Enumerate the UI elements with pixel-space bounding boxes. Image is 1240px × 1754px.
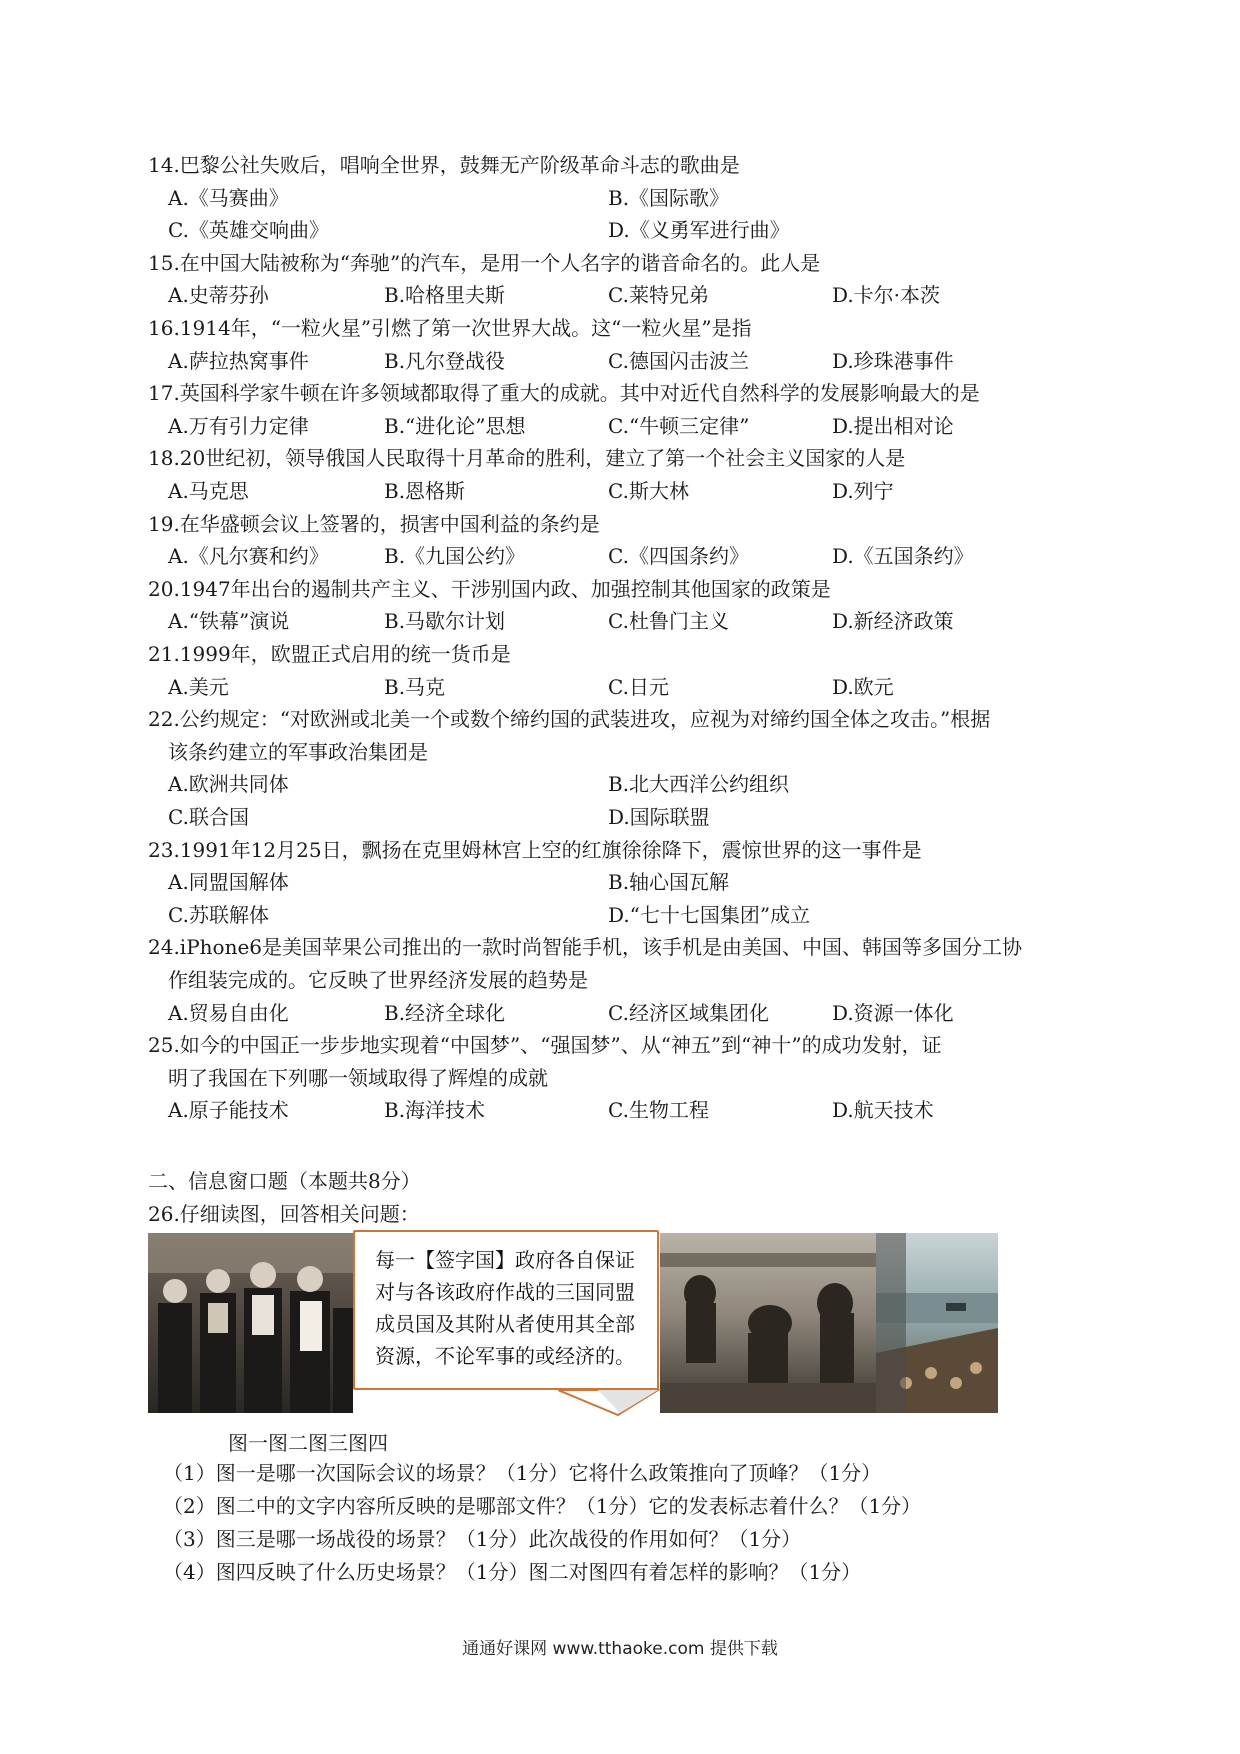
question-stem: 14.巴黎公社失败后，唱响全世界，鼓舞无产阶级革命斗志的歌曲是	[148, 153, 740, 177]
answer-option: D.珍珠港事件	[832, 348, 954, 373]
question-stem: 21.1999年，欧盟正式启用的统一货币是	[148, 642, 511, 666]
question-26-stem: 26.仔细读图，回答相关问题：	[148, 1202, 420, 1226]
answer-option: C.生物工程	[608, 1098, 709, 1123]
callout-line: 每一【签字国】政府各自保证	[375, 1248, 635, 1272]
subquestion-4: （4）图四反映了什么历史场景？（1分）图二对图四有着怎样的影响？（1分）	[163, 1560, 862, 1584]
figure-1-photo	[148, 1233, 353, 1413]
answer-option: B.《国际歌》	[608, 185, 730, 210]
answer-option: A.同盟国解体	[168, 870, 289, 895]
answer-option: A.史蒂芬孙	[168, 283, 269, 308]
answer-option: C.杜鲁门主义	[608, 609, 729, 634]
question-stem: 明了我国在下列哪一领域取得了辉煌的成就	[168, 1065, 548, 1090]
question-stem: 18.20世纪初，领导俄国人民取得十月革命的胜利，建立了第一个社会主义国家的人是	[148, 446, 906, 471]
subquestion-2: （2）图二中的文字内容所反映的是哪部文件？（1分）它的发表标志着什么？（1分）	[163, 1494, 922, 1518]
answer-option: A.贸易自由化	[168, 1000, 289, 1025]
answer-option: A.《凡尔赛和约》	[168, 544, 329, 569]
figure-4-photo	[876, 1233, 998, 1413]
answer-option: D.欧元	[832, 674, 894, 699]
question-stem: 24.iPhone6是美国苹果公司推出的一款时尚智能手机，该手机是由美国、中国、韩国等多国分工协	[148, 935, 1023, 960]
question-stem: 20.1947年出台的遏制共产主义、干涉别国内政、加强控制其他国家的政策是	[148, 576, 831, 601]
answer-option: B.轴心国瓦解	[608, 870, 730, 895]
answer-option: D.列宁	[832, 479, 894, 503]
figure-2-callout	[353, 1230, 659, 1390]
question-stem: 作组装完成的。它反映了世界经济发展的趋势是	[168, 968, 588, 992]
answer-option: A.原子能技术	[168, 1098, 289, 1123]
question-stem: 23.1991年12月25日，飘扬在克里姆林宫上空的红旗徐徐降下，震惊世界的这一事件是	[148, 837, 922, 862]
answer-option: A.美元	[168, 674, 229, 699]
answer-option: D.航天技术	[832, 1098, 934, 1123]
answer-option: C.斯大林	[608, 479, 689, 503]
callout-line: 对与各该政府作战的三国同盟	[375, 1280, 635, 1304]
question-stem: 该条约建立的军事政治集团是	[168, 739, 428, 764]
question-stem: 19.在华盛顿会议上签署的，损害中国利益的条约是	[148, 511, 600, 536]
subquestion-1: （1）图一是哪一次国际会议的场景？（1分）它将什么政策推向了顶峰？（1分）	[163, 1461, 882, 1485]
answer-option: B.“进化论”思想	[384, 413, 526, 438]
answer-option: B.哈格里夫斯	[384, 283, 506, 308]
section-title: 二、信息窗口题（本题共8分）	[148, 1169, 421, 1193]
answer-option: D.卡尔·本茨	[832, 283, 941, 308]
answer-option: C.德国闪击波兰	[608, 348, 749, 373]
answer-option: C.苏联解体	[168, 902, 269, 927]
answer-option: C.经济区域集团化	[608, 1000, 769, 1025]
answer-option: C.日元	[608, 674, 669, 699]
answer-option: C.《四国条约》	[608, 544, 749, 569]
answer-option: C.联合国	[168, 805, 249, 829]
answer-option: B.海洋技术	[384, 1098, 486, 1123]
answer-option: A.万有引力定律	[168, 413, 309, 438]
answer-option: B.马歇尔计划	[384, 609, 506, 634]
figure-row	[148, 1233, 1050, 1413]
callout-folded-corner	[558, 1383, 668, 1417]
figure-3-photo	[660, 1233, 876, 1413]
answer-option: C.《英雄交响曲》	[168, 218, 329, 243]
question-stem: 17.英国科学家牛顿在许多领域都取得了重大的成就。其中对近代自然科学的发展影响最大的是	[148, 381, 980, 406]
subquestion-3: （3）图三是哪一场战役的场景？（1分）此次战役的作用如何？（1分）	[163, 1527, 802, 1551]
answer-option: A.“铁幕”演说	[168, 609, 290, 634]
answer-option: A.萨拉热窝事件	[168, 348, 309, 373]
answer-option: C.莱特兄弟	[608, 283, 709, 308]
answer-option: D.“七十七国集团”成立	[608, 902, 811, 927]
answer-option: B.马克	[384, 674, 446, 699]
page-footer: 通通好课网 www.tthaoke.com 提供下载	[462, 1639, 778, 1659]
answer-option: B.北大西洋公约组织	[608, 772, 790, 797]
answer-option: A.马克思	[168, 479, 249, 503]
answer-option: D.新经济政策	[832, 609, 954, 634]
answer-option: D.《五国条约》	[832, 544, 974, 569]
answer-option: B.凡尔登战役	[384, 348, 506, 373]
answer-option: D.提出相对论	[832, 413, 954, 438]
answer-option: A.《马赛曲》	[168, 185, 289, 210]
callout-line: 成员国及其附从者使用其全部	[375, 1312, 635, 1336]
answer-option: D.国际联盟	[608, 805, 710, 829]
question-stem: 22.公约规定：“对欧洲或北美一个或数个缔约国的武装进攻，应视为对缔约国全体之攻击。”根据	[148, 707, 991, 732]
answer-option: C.“牛顿三定律”	[608, 413, 750, 438]
answer-option: B.《九国公约》	[384, 544, 526, 569]
answer-option: D.《义勇军进行曲》	[608, 218, 790, 243]
callout-line: 资源，不论军事的或经济的。	[375, 1344, 635, 1368]
question-stem: 25.如今的中国正一步步地实现着“中国梦”、“强国梦”、从“神五”到“神十”的成功发射，证	[148, 1033, 942, 1058]
answer-option: B.经济全球化	[384, 1000, 506, 1025]
figure-caption: 图一图二图三图四	[228, 1431, 388, 1455]
answer-option: A.欧洲共同体	[168, 772, 289, 797]
answer-option: D.资源一体化	[832, 1000, 954, 1025]
question-stem: 16.1914年，“一粒火星”引燃了第一次世界大战。这“一粒火星”是指	[148, 316, 752, 340]
answer-option: B.恩格斯	[384, 479, 466, 503]
question-stem: 15.在中国大陆被称为“奔驰”的汽车，是用一个人名字的谐音命名的。此人是	[148, 250, 821, 275]
